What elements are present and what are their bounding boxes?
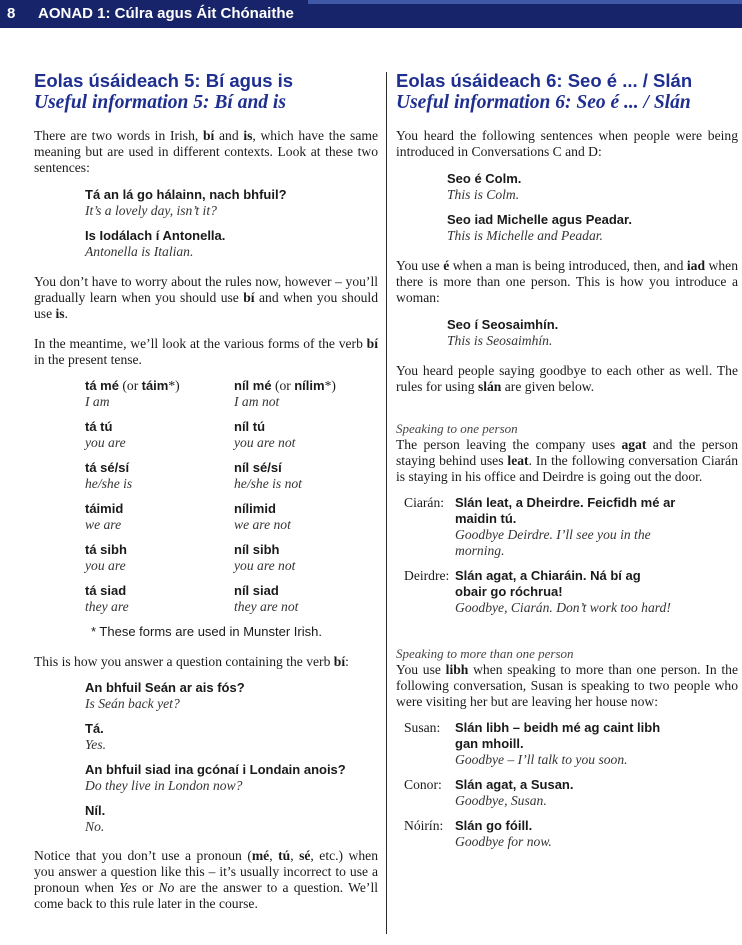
dialogue-line: Conor: Slán agat, a Susan. Goodbye, Susan. bbox=[404, 777, 574, 808]
example-sentence: Seo é Colm. This is Colm. bbox=[447, 171, 522, 202]
speaker-name: Deirdre: bbox=[404, 568, 450, 583]
verb-form-positive: tá tú you are bbox=[85, 419, 126, 450]
speaker-name: Ciarán: bbox=[404, 495, 445, 510]
speaker-name: Conor: bbox=[404, 777, 442, 792]
verb-form-positive: tá sibh you are bbox=[85, 542, 127, 573]
goodbye-paragraph: You heard people saying goodbye to each other as well. The rules for using slán are given below. bbox=[396, 363, 738, 394]
section-title-english: Useful information 5: Bí and is bbox=[34, 92, 286, 113]
notice-paragraph: Notice that you don’t use a pronoun (mé, tú, sé, etc.) when you answer a question like this – it’s usually incorrect to use a pronoun when Yes or No are the answer to a question. We’ll come back to this rule later in the course. bbox=[34, 848, 379, 911]
section-title-english: Useful information 6: Seo é ... / Slán bbox=[396, 92, 691, 113]
forms-footnote: * These forms are used in Munster Irish. bbox=[91, 624, 322, 639]
example-sentence: Is Iodálach í Antonella. Antonella is Italian. bbox=[85, 228, 226, 259]
dialogue-line: Ciarán: Slán leat, a Dheirdre. Feicfidh mé ar maidin tú. Goodbye Deirdre. I’ll see you in the morning. bbox=[404, 495, 676, 558]
verb-form-negative: níl sibh you are not bbox=[234, 542, 296, 573]
left-column bbox=[34, 28, 378, 912]
dialogue-line: Susan: Slán libh – beidh mé ag caint libh gan mhoill. Goodbye – I’ll talk to you soon. bbox=[404, 720, 661, 767]
answer-example: Níl. No. bbox=[85, 803, 106, 834]
speaker-name: Susan: bbox=[404, 720, 441, 735]
many-people-paragraph: You use libh when speaking to more than one person. In the following conversation, Susan is speaking to two people who were visiting her but are leaving her house now: bbox=[396, 662, 738, 709]
rules-paragraph: You don’t have to worry about the rules now, however – you’ll gradually learn when you should use bí and when you should use is. bbox=[34, 274, 378, 321]
verb-forms-table bbox=[85, 378, 378, 624]
page-header bbox=[0, 0, 742, 28]
section-title-irish: Eolas úsáideach 5: Bí agus is bbox=[34, 70, 294, 91]
verb-form-negative: níl mé (or nílim*) I am not bbox=[234, 378, 336, 409]
example-sentence: Seo í Seosaimhín. This is Seosaimhín. bbox=[447, 317, 559, 348]
verb-form-positive: tá mé (or táim*) I am bbox=[85, 378, 180, 409]
one-person-paragraph: The person leaving the company uses agat and the person staying behind uses leat. In the following conversation Ciarán is staying in his office and Deirdre is going out the door. bbox=[396, 437, 739, 484]
question-example: An bhfuil siad ina gcónaí i Londain anois? Do they live in London now? bbox=[85, 762, 346, 793]
verb-form-negative: níl tú you are not bbox=[234, 419, 296, 450]
right-column bbox=[396, 28, 738, 850]
page-number: 8 bbox=[7, 5, 16, 22]
verb-form-negative: níl sé/sí he/she is not bbox=[234, 460, 302, 491]
speaker-name: Nóirín: bbox=[404, 818, 444, 833]
column-divider bbox=[386, 72, 387, 934]
verb-form-negative: nílimid we are not bbox=[234, 501, 291, 532]
verb-form-positive: tá sé/sí he/she is bbox=[85, 460, 133, 491]
header-accent-bar bbox=[308, 0, 742, 4]
example-sentence: Tá an lá go hálainn, nach bhfuil? It’s a lovely day, isn’t it? bbox=[85, 187, 287, 218]
usage-paragraph: You use é when a man is being introduced, then, and iad when there is more than one person. This is how you introduce a woman: bbox=[396, 258, 738, 305]
section-title-irish: Eolas úsáideach 6: Seo é ... / Slán bbox=[396, 70, 693, 91]
answer-paragraph: This is how you answer a question containing the verb bí: bbox=[34, 654, 349, 669]
dialogue-line: Deirdre: Slán agat, a Chiaráin. Ná bí ag obair go róchrua! Goodbye, Ciarán. Don’t work too hard! bbox=[404, 568, 671, 615]
dialogue-line: Nóirín: Slán go fóill. Goodbye for now. bbox=[404, 818, 552, 849]
verb-form-positive: tá siad they are bbox=[85, 583, 129, 614]
example-sentence: Seo iad Michelle agus Peadar. This is Michelle and Peadar. bbox=[447, 212, 632, 243]
verb-form-positive: táimid we are bbox=[85, 501, 124, 532]
question-example: An bhfuil Seán ar ais fós? Is Seán back yet? bbox=[85, 680, 245, 711]
verb-form-negative: níl siad they are not bbox=[234, 583, 299, 614]
answer-example: Tá. Yes. bbox=[85, 721, 107, 752]
forms-paragraph: In the meantime, we’ll look at the various forms of the verb bí in the present tense. bbox=[34, 336, 378, 367]
subheading-many-people: Speaking to more than one person bbox=[396, 646, 574, 661]
subheading-one-person: Speaking to one person bbox=[396, 421, 518, 436]
unit-title: AONAD 1: Cúlra agus Áit Chónaithe bbox=[38, 5, 294, 22]
intro-paragraph: There are two words in Irish, bí and is, which have the same meaning but are used in different contexts. Look at these two sentences: bbox=[34, 128, 378, 175]
intro-paragraph: You heard the following sentences when people were being introduced in Conversations C and D: bbox=[396, 128, 738, 159]
